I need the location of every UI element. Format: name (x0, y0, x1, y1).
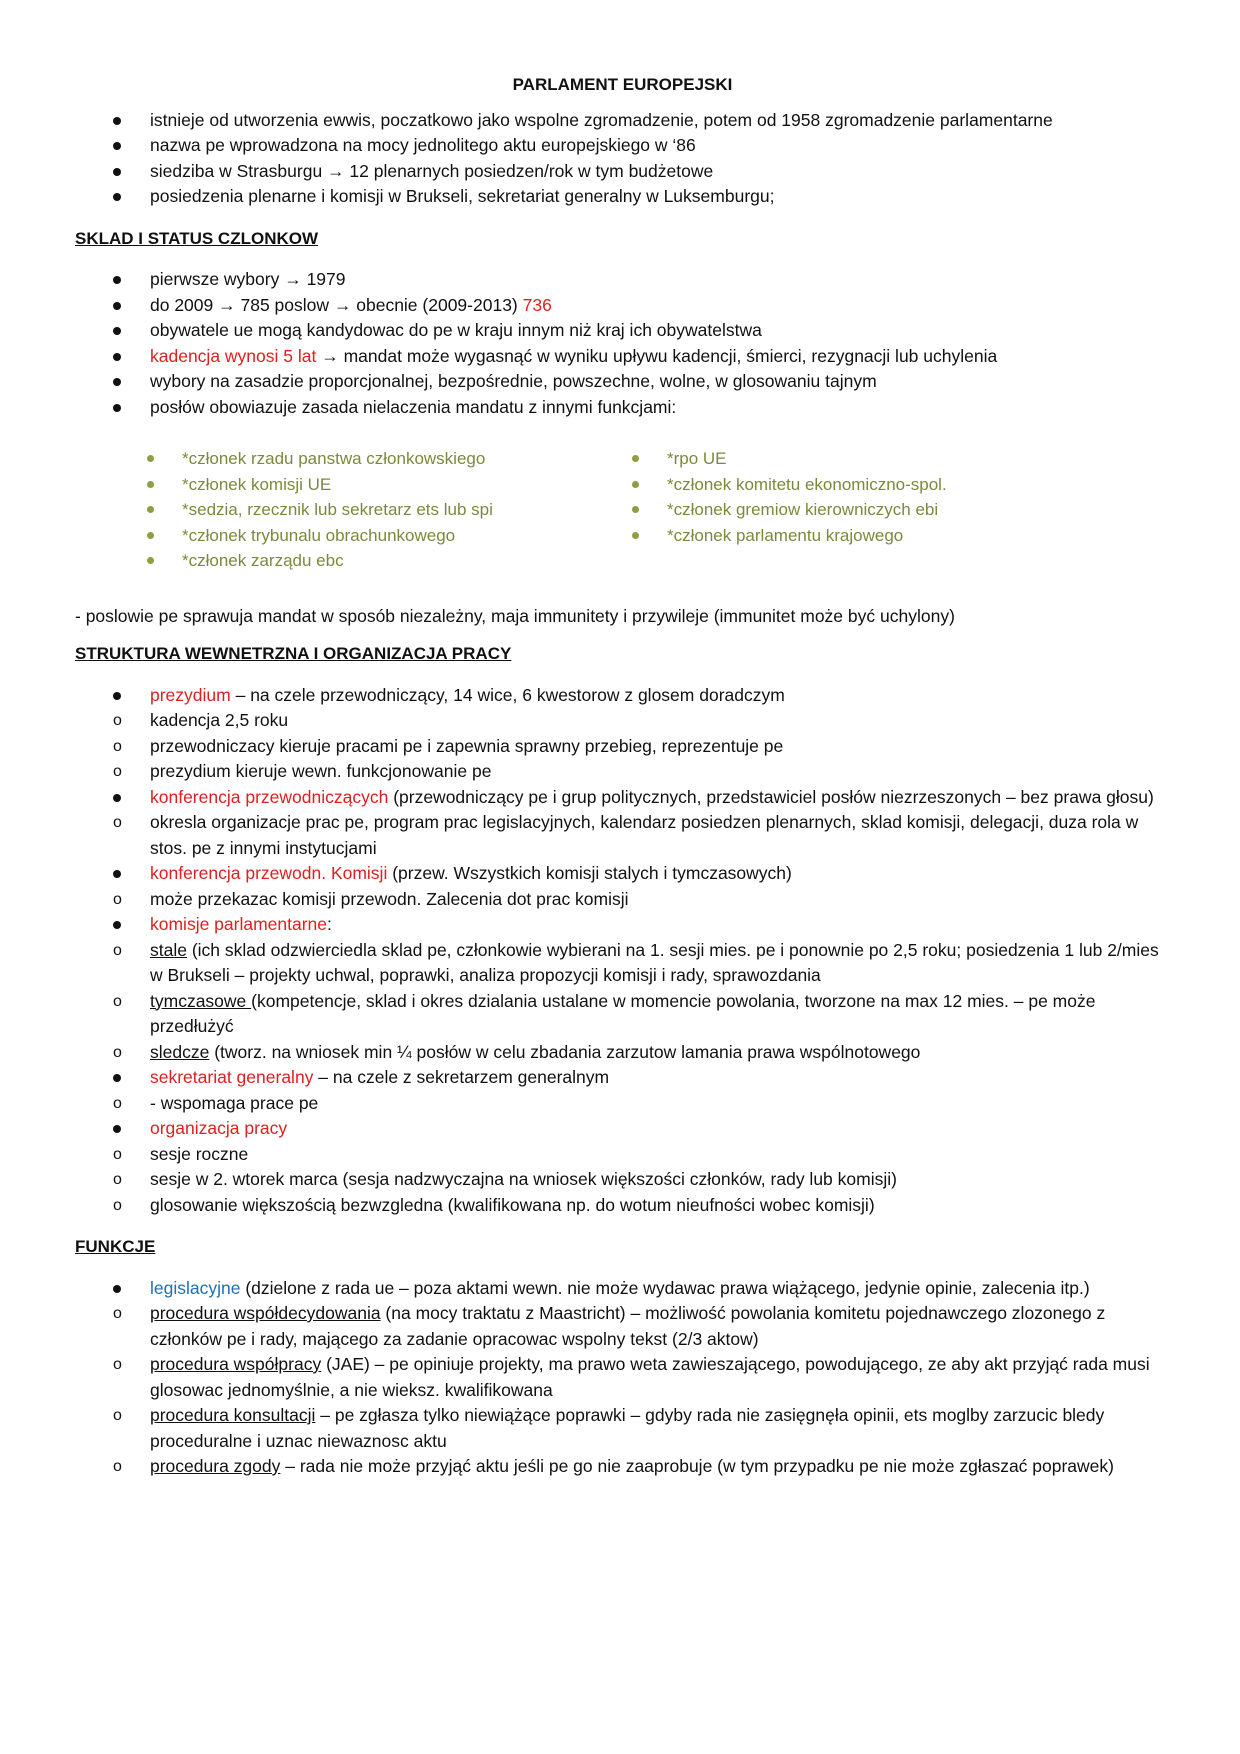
sub-list-item: o kadencja 2,5 roku (75, 708, 1170, 734)
sub-list-text: (ich sklad odzwierciedla sklad pe, członkowie wybierani na 1. sesji mies. pe i ponownie po 2,5 roku; posiedzenia 1 lub 2/mies w Brukseli – projekty uchwal, poprawki, analiza propozycji komisji i rady, sprawozdania (150, 939, 1159, 985)
list-item-text: : (327, 914, 332, 934)
highlight-red: kadencja wynosi 5 lat (150, 345, 317, 366)
sub-list-text: – pe zgłasza tylko niewiążące poprawki – gdyby rada nie zasięgnęła opinii, ets moglby zarzucic bledy proceduralne i uznac niewaznosc aktu (150, 1405, 1105, 1451)
section-heading-funkcje: FUNKCJE (75, 1237, 156, 1256)
highlight-red: konferencja przewodniczących (150, 786, 389, 807)
list-item: istnieje od utworzenia ewwis, poczatkowo jako wspolne zgromadzenie, potem od 1958 zgromadzenie parlamentarne (75, 108, 1170, 134)
sub-list-item: o prezydium kieruje wewn. funkcjonowanie pe (75, 759, 1170, 785)
sub-list (75, 810, 1170, 861)
funkcje-list (75, 1276, 1170, 1480)
section-heading-sklad: SKLAD I STATUS CZLONKOW (75, 228, 319, 248)
list-item: *członek gremiow kierowniczych ebi (560, 497, 1045, 523)
list-item-text: do 2009 → 785 poslow → obecnie (2009-2013) (150, 294, 523, 315)
incompatibility-right-list (560, 446, 1045, 574)
underlined-term: procedura współpracy (150, 1354, 322, 1374)
list-item: siedziba w Strasburgu → 12 plenarnych posiedzen/rok w tym budżetowe (75, 159, 1170, 185)
list-item (75, 344, 1170, 370)
sub-list-text: (kompetencje, sklad i okres dzialania ustalane w momencie powolania, tworzone na max 12 mies. – pe może przedłużyć (150, 990, 1096, 1036)
sub-list-item (75, 1301, 1170, 1352)
list-item (75, 683, 1170, 785)
sub-list-item (75, 1403, 1170, 1454)
struktura-list (75, 683, 1170, 1219)
document-page (75, 72, 1170, 1480)
list-item (75, 912, 1170, 1065)
section-heading-struktura: STRUKTURA WEWNETRZNA I ORGANIZACJA PRACY (75, 644, 512, 663)
list-item: pierwsze wybory → 1979 (75, 267, 1170, 293)
sub-list-item: o sesje w 2. wtorek marca (sesja nadzwyczajna na wniosek większości członków, rady lub komisji) (75, 1167, 1170, 1193)
highlight-red: konferencja przewodn. Komisji (150, 863, 388, 883)
members-note: - poslowie pe sprawuja mandat w sposób niezależny, maja immunitety i przywileje (immunitet może być uchylony) (75, 605, 955, 626)
list-item-text: (przewodniczący pe i grup politycznych, przedstawiciel posłów niezrzeszonych – bez prawa głosu) (388, 786, 1154, 807)
sub-list (75, 1142, 1170, 1219)
list-item: *członek parlamentu krajowego (560, 523, 1045, 549)
sub-list-item (75, 1040, 1170, 1066)
incompatibility-columns (75, 446, 1170, 574)
list-item (75, 1116, 1170, 1218)
sub-list-item (75, 989, 1170, 1040)
list-item: wybory na zasadzie proporcjonalnej, bezpośrednie, powszechne, wolne, w glosowaniu tajnym (75, 369, 1170, 395)
underlined-term: stale (150, 939, 187, 960)
list-item (75, 785, 1170, 862)
list-item: posłów obowiazuje zasada nielaczenia mandatu z innymi funkcjami: (75, 395, 1170, 421)
underlined-term: procedura współdecydowania (150, 1303, 381, 1323)
underlined-term: sledcze (150, 1041, 210, 1062)
highlight-red: 736 (522, 294, 552, 315)
highlight-red: prezydium (150, 684, 231, 705)
highlight-blue: legislacyjne (150, 1277, 241, 1298)
incompatibility-left-list (75, 446, 560, 574)
sub-list-item (75, 1454, 1170, 1480)
list-item: *członek komitetu ekonomiczno-spol. (560, 472, 1045, 498)
sub-list (75, 938, 1170, 1066)
list-item: *członek trybunalu obrachunkowego (75, 523, 560, 549)
list-item: posiedzenia plenarne i komisji w Brukseli, sekretariat generalny w Luksemburgu; (75, 184, 1170, 210)
list-item: *członek rzadu panstwa członkowskiego (75, 446, 560, 472)
page-title: PARLAMENT EUROPEJSKI (512, 75, 733, 94)
underlined-term: tymczasowe (150, 990, 252, 1011)
sklad-list (75, 267, 1170, 420)
sub-list-item: o sesje roczne (75, 1142, 1170, 1168)
highlight-red: komisje parlamentarne (150, 914, 328, 934)
highlight-red: organizacja pracy (150, 1118, 288, 1138)
sub-list (75, 708, 1170, 785)
list-item (75, 1276, 1170, 1480)
list-item: *członek komisji UE (75, 472, 560, 498)
sub-list-item: o przewodniczacy kieruje pracami pe i zapewnia sprawny przebieg, reprezentuje pe (75, 734, 1170, 760)
intro-list (75, 108, 1170, 210)
sub-list-item (75, 1352, 1170, 1403)
list-item: *sedzia, rzecznik lub sekretarz ets lub spi (75, 497, 560, 523)
sub-list-item (75, 938, 1170, 989)
sub-list-item: o może przekazac komisji przewodn. Zalecenia dot prac komisji (75, 887, 1170, 913)
sub-list-text: (tworz. na wniosek min ¼ posłów w celu zbadania zarzutow lamania prawa wspólnotowego (209, 1041, 921, 1062)
sub-list (75, 887, 1170, 913)
sub-list-item: o glosowanie większością bezwzgledna (kwalifikowana np. do wotum nieufności wobec komisji) (75, 1193, 1170, 1219)
list-item: obywatele ue mogą kandydowac do pe w kraju innym niż kraj ich obywatelstwa (75, 318, 1170, 344)
list-item-text: – na czele przewodniczący, 14 wice, 6 kwestorow z glosem doradczym (230, 684, 785, 705)
sub-list-text: (JAE) – pe opiniuje projekty, ma prawo weta zawieszającego, powodującego, ze aby akt przyjąć rada musi glosowac jednomyślnie, a nie wieksz. kwalifikowana (150, 1354, 1150, 1400)
list-item-text: (dzielone z rada ue – poza aktami wewn. nie może wydawac prawa wiążącego, jedynie opinie, zalecenia itp.) (240, 1277, 1090, 1298)
list-item-text: (przew. Wszystkich komisji stalych i tymczasowych) (387, 863, 792, 883)
list-item (75, 293, 1170, 319)
sub-list-text: (na mocy traktatu z Maastricht) – możliwość powolania komitetu pojednawczego zlozonego z członków pe i rady, mającego za zadanie opracowac wspolny tekst (2/3 aktow) (150, 1303, 1106, 1349)
underlined-term: procedura konsultacji (150, 1405, 316, 1425)
sub-list (75, 1091, 1170, 1117)
list-item-text: → mandat może wygasnąć w wyniku upływu kadencji, śmierci, rezygnacji lub uchylenia (316, 345, 998, 366)
sub-list (75, 1301, 1170, 1480)
list-item: *rpo UE (560, 446, 1045, 472)
sub-list-text: – rada nie może przyjąć aktu jeśli pe go nie zaaprobuje (w tym przypadku pe nie może zgłaszać poprawek) (280, 1456, 1114, 1476)
underlined-term: procedura zgody (150, 1456, 281, 1476)
list-item-text: – na czele z sekretarzem generalnym (313, 1067, 610, 1087)
highlight-red: sekretariat generalny (150, 1067, 314, 1087)
list-item: *członek zarządu ebc (75, 548, 560, 574)
list-item (75, 861, 1170, 912)
list-item: nazwa pe wprowadzona na mocy jednolitego aktu europejskiego w ‘86 (75, 133, 1170, 159)
sub-list-item: o - wspomaga prace pe (75, 1091, 1170, 1117)
sub-list-item: o okresla organizacje prac pe, program prac legislacyjnych, kalendarz posiedzen plenarnych, sklad komisji, delegacji, duza rola w stos. pe z innymi instytucjami (75, 810, 1170, 861)
list-item (75, 1065, 1170, 1116)
